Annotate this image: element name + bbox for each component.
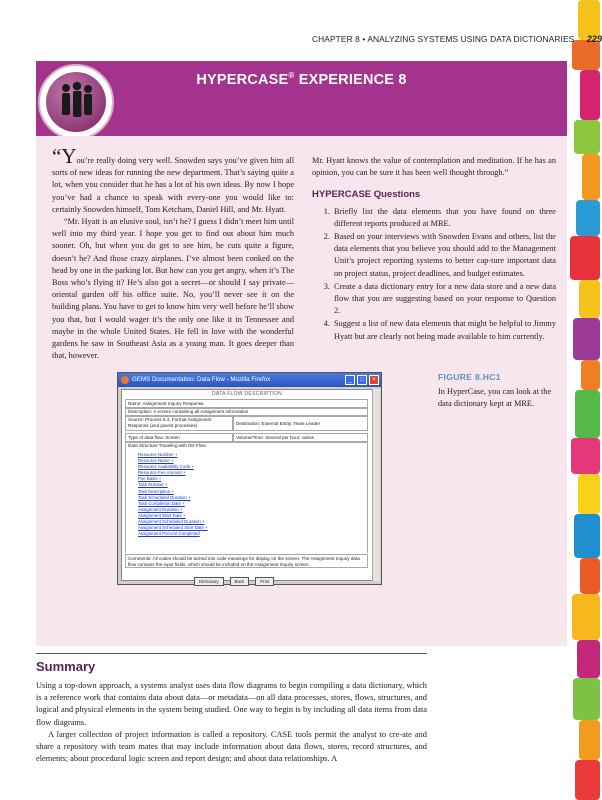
running-head: CHAPTER 8 • ANALYZING SYSTEMS USING DATA DICTIONARIES [312, 34, 575, 44]
form-title: DATA FLOW DESCRIPTION [211, 391, 282, 397]
close-icon[interactable]: × [369, 375, 379, 385]
page-number: 229 [586, 34, 602, 44]
questions-heading: HYPERCASE Questions [312, 189, 421, 201]
story-paragraph-2: “Mr. Hyatt is an elusive soul, isn’t he? I guess I didn’t meet him until well into my third year. I hope you get to find out about him much sooner. Oh, but when you do get to see him, he cuts quite a figure, doesn’t he? And those crazy airplanes. I’ve almost been conked on the head by one in the parking lot. But how can you get angry, when it’s The Boss who’s flying it? He’s also got a secret—or should I say private—oriental garden off his office suite. No, you’ll never see it on the building plans. You have to get to know him very well before he’ll show you that, but I would wager it’s the only one like it in Tennessee and maybe in the whole United States. He fell in love with the wonderful gardens he saw in Southeast Asia as a young man. It goes deeper than that, however. [52, 217, 294, 361]
structure-link[interactable]: Assignment Percent Completed [138, 531, 200, 537]
maximize-icon[interactable]: □ [357, 375, 367, 385]
story-p1-text: ou’re really doing very well. Snowden says you’ve given him all sorts of new ideas for running the new department. That’s saying quite a lot, when you consider that he has a lot of his own ideas. By now I hope you’ve had a chance to speak with every-one you would like to: certainly Snowden himself, Tom Ketcham, Daniel Hill, and Mr. Hyatt. [52, 156, 294, 214]
window-title: GEMS Documentation: Data Flow - Mozilla Firefox [132, 376, 271, 383]
summary-paragraph-1: Using a top-down approach, a systems analyst uses data flow diagrams to begin compiling a data dictionary, which is a reference work that contains data about data—or metadata—on all data processes, stores, flows, structures, and logical and physical elements in the system being studied. One way to begin is by including all data items from data flow diagrams. [36, 681, 427, 727]
structure-link[interactable]: Task Completion Date + [138, 500, 185, 506]
back-button[interactable]: Back [230, 577, 250, 586]
print-button[interactable]: Print [255, 577, 274, 586]
questions-list [312, 206, 556, 343]
window-titlebar [118, 373, 381, 387]
running-header [312, 34, 602, 44]
window-content [121, 389, 373, 584]
figure-caption: In HyperCase, you can look at the data dictionary kept at MRE. [438, 387, 552, 409]
firefox-icon [121, 376, 129, 384]
question-item: 3. Create a data dictionary entry for a new data store and a new data flow that you are suggesting based on your response to Question 2. [332, 281, 556, 318]
drop-cap: “Y [52, 144, 77, 168]
summary-heading: Summary [36, 659, 96, 674]
figure-screenshot [117, 372, 382, 585]
structure-label: Data Structure Traveling with the Flow: [125, 441, 368, 553]
decorative-color-strip [570, 0, 600, 800]
destination-field: Destination: External Entity, Team Leader [233, 415, 368, 431]
figure-label: FIGURE 8.HC1 [438, 372, 501, 382]
banner-title-suffix: EXPERIENCE 8 [294, 71, 407, 88]
hypercase-banner [36, 61, 567, 136]
structure-link[interactable]: Task Number + [138, 482, 168, 488]
banner-title-main: HYPERCASE [196, 71, 289, 88]
comments-field: Comments: All codes should be turned into code meanings for display on the screen. The Assignment Inquiry data flow contains the input fields, which should be included on the Assignment Inquiry screen. [125, 554, 368, 568]
banner-title [36, 71, 567, 88]
question-item: 1. Briefly list the data elements that you have found on three different reports produced at MRE. [332, 206, 556, 230]
structure-link[interactable]: Resource Availability Code + [138, 464, 194, 470]
questions-column [312, 155, 556, 344]
summary-body [36, 680, 427, 765]
summary-paragraph-2: A larger collection of project information is called a repository. CASE tools permit the analyst to cre-ate and share a repository with team mates that may include information about data flows, stores, record structures, and elements; about procedural logic screen and report design; and about data relationships. A [36, 729, 427, 764]
structure-items [138, 452, 208, 537]
form-buttons [194, 570, 276, 588]
structure-link[interactable]: Assignment Start Date + [138, 512, 186, 518]
structure-link[interactable]: Resource Fee Amount + [138, 470, 186, 476]
question-item: 4. Suggest a list of new data elements that might be helpful to Jimmy Hyatt but are clearly not being made available to him currently. [332, 318, 556, 342]
structure-link[interactable]: Assignment Scheduled Start Date + [138, 525, 208, 531]
story-paragraph-1 [52, 144, 294, 216]
story-column [52, 144, 294, 362]
volume-field: Volume/Time: Several per hour; varies [233, 433, 368, 443]
hypercase-logo-icon [38, 64, 114, 140]
description-field: Description: A screen containing all Assignment information [125, 407, 368, 417]
registered-mark: ® [288, 71, 295, 80]
structure-link[interactable]: Fee Basis + [138, 476, 162, 482]
structure-link[interactable]: Resource Number + [138, 452, 178, 457]
structure-link[interactable]: Resource Name + [138, 458, 174, 464]
structure-link[interactable]: Assignment Scheduled Duration + [138, 519, 205, 525]
name-field: Name: Assignment Inquiry Response [125, 399, 368, 409]
structure-link[interactable]: Task Scheduled Duration + [138, 494, 191, 500]
minimize-icon[interactable]: _ [345, 375, 355, 385]
type-field: Type of data flow: Screen [125, 433, 233, 443]
structure-link[interactable]: Task Description + [138, 488, 174, 494]
question-item: 2. Based on your interviews with Snowden Evans and others, list the data elements that you believe you should add to the Management Unit’s project reporting systems to better cap-ture important data on project status, project deadlines, and budget estimates. [332, 231, 556, 280]
window-scrollbar[interactable] [372, 389, 380, 581]
source-field: Source: Process 8.4, Format Assignment Response (and parent processes) [125, 415, 233, 431]
structure-link[interactable]: Assignment Duration + [138, 506, 183, 512]
story-paragraph-3: Mr. Hyatt knows the value of contemplation and meditation. If he has an opinion, you can be sure it has been well thought through.” [312, 156, 556, 178]
dictionary-button[interactable]: Dictionary [194, 577, 224, 586]
summary-divider [36, 653, 427, 654]
